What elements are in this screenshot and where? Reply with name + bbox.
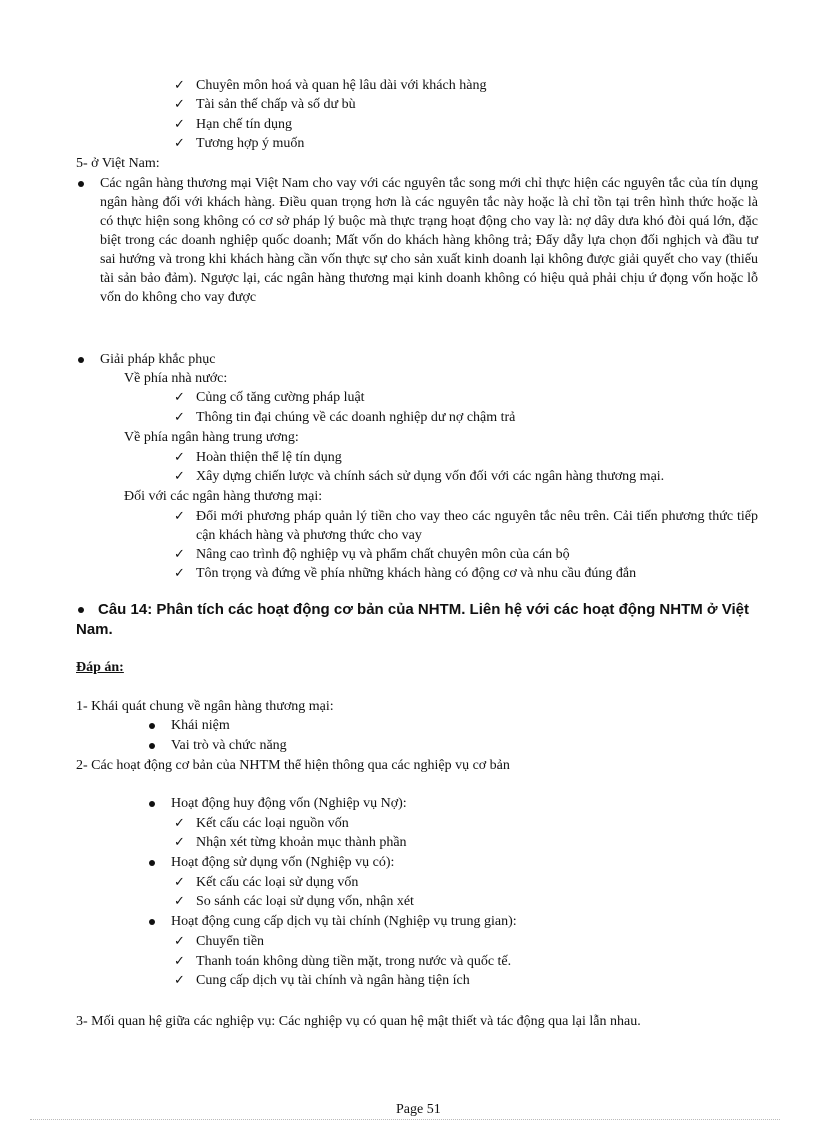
group-title: Hoạt động sử dụng vốn (Nghiệp vụ có): — [171, 855, 395, 870]
bullet-icon — [78, 181, 84, 187]
list-item: Nâng cao trình độ nghiệp vụ và phẩm chất chuyên môn của cán bộ — [196, 547, 570, 562]
check-icon: ✓ — [174, 509, 185, 524]
part-title: 1- Khái quát chung về ngân hàng thương mại: — [76, 699, 334, 714]
page-number: Page 51 — [396, 1102, 441, 1117]
list-item: Kết cấu các loại nguồn vốn — [196, 816, 349, 831]
group-title: Hoạt động huy động vốn (Nghiệp vụ Nợ): — [171, 796, 407, 811]
bullet-icon — [149, 919, 155, 925]
check-icon: ✓ — [174, 875, 185, 890]
check-icon: ✓ — [174, 973, 185, 988]
subsection-title: Đối với các ngân hàng thương mại: — [124, 489, 323, 504]
list-item: Đổi mới phương pháp quản lý tiền cho vay theo các nguyên tắc nêu trên. Cải tiến phương thức tiếp cận khách hàng và phương thức cho vay — [196, 509, 758, 543]
subsection-title: Về phía nhà nước: — [124, 371, 228, 386]
bullet-icon — [149, 801, 155, 807]
list-item: Hoàn thiện thể lệ tín dụng — [196, 450, 342, 465]
check-icon: ✓ — [174, 816, 185, 831]
check-icon: ✓ — [174, 78, 185, 93]
list-item: Củng cố tăng cường pháp luật — [196, 390, 365, 405]
part-title: 2- Các hoạt động cơ bản của NHTM thể hiện thông qua các nghiệp vụ cơ bản — [76, 758, 510, 773]
check-icon: ✓ — [174, 954, 185, 969]
check-icon: ✓ — [174, 835, 185, 850]
check-icon: ✓ — [174, 547, 185, 562]
check-icon: ✓ — [174, 136, 185, 151]
check-icon: ✓ — [174, 390, 185, 405]
check-icon: ✓ — [174, 934, 185, 949]
bullet-icon — [78, 357, 84, 363]
check-icon: ✓ — [174, 894, 185, 909]
answer-label: Đáp án: — [76, 660, 124, 675]
list-item: So sánh các loại sử dụng vốn, nhận xét — [196, 894, 414, 909]
list-item: Thông tin đại chúng về các doanh nghiệp dư nợ chậm trả — [196, 410, 516, 425]
check-icon: ✓ — [174, 469, 185, 484]
list-item: Tôn trọng và đứng về phía những khách hàng có động cơ và nhu cầu đúng đắn — [196, 566, 637, 581]
check-icon: ✓ — [174, 410, 185, 425]
list-item: Tương hợp ý muốn — [196, 136, 305, 151]
question-heading: Câu 14: Phân tích các hoạt động cơ bản của NHTM. Liên hệ với các hoạt động NHTM ở Việt Nam. — [76, 601, 749, 638]
list-item: Xây dựng chiến lược và chính sách sử dụng vốn đối với các ngân hàng thương mại. — [196, 469, 665, 484]
list-item: Hạn chế tín dụng — [196, 117, 293, 132]
group-title: Hoạt động cung cấp dịch vụ tài chính (Nghiệp vụ trung gian): — [171, 914, 517, 929]
list-item: Nhận xét từng khoản mục thành phần — [196, 835, 407, 850]
check-icon: ✓ — [174, 450, 185, 465]
part-title: 3- Mối quan hệ giữa các nghiệp vụ: Các nghiệp vụ có quan hệ mật thiết và tác động qua lại lẫn nhau. — [76, 1014, 641, 1029]
bullet-icon — [149, 723, 155, 729]
list-item: Chuyên môn hoá và quan hệ lâu dài với khách hàng — [196, 78, 487, 93]
check-icon: ✓ — [174, 117, 185, 132]
bullet-icon — [149, 743, 155, 749]
list-item: Khái niệm — [171, 718, 230, 733]
list-item: Vai trò và chức năng — [171, 738, 287, 753]
check-icon: ✓ — [174, 566, 185, 581]
list-item: Thanh toán không dùng tiền mặt, trong nước và quốc tế. — [196, 954, 512, 969]
section-title: 5- ở Việt Nam: — [76, 156, 160, 171]
list-item: Chuyển tiền — [196, 934, 265, 949]
bullet-icon — [149, 860, 155, 866]
footer-divider — [30, 1119, 780, 1120]
subsection-title: Về phía ngân hàng trung ương: — [124, 430, 299, 445]
check-icon: ✓ — [174, 97, 185, 112]
list-item: Tài sản thế chấp và số dư bù — [196, 97, 356, 112]
list-item: Kết cấu các loại sử dụng vốn — [196, 875, 359, 890]
section-paragraph: Các ngân hàng thương mại Việt Nam cho vay với các nguyên tắc song mới chỉ thực hiện các nguyên tắc của tín dụng ngân hàng đối với khách hàng. Điều quan trọng hơn là các nguyên tắc này hoặc là chỉ tồn tại trên hình thức hoặc là có thực hiện song không có cơ sở pháp lý buộc mà thực trạng hoạt động cho vay là: nợ dây dưa khó đòi quá lớn, đặc biệt trong các doanh nghiệp quốc doanh; Mất vốn do khách hàng không trả; Đẩy dẫy lựa chọn đối nghịch và đầu tư sai hướng và trong khi khách hàng cần vốn thực sự cho sản xuất kinh doanh lại không được giải quyết cho vay (thiếu tài sản bảo đảm). Ngược lại, các ngân hàng thương mại kinh doanh không có hiệu quả phải chịu ứ đọng vốn hoặc lỗ vốn do không cho vay được — [100, 176, 758, 305]
list-item: Cung cấp dịch vụ tài chính và ngân hàng tiện ích — [196, 973, 470, 988]
solutions-title: Giải pháp khắc phục — [100, 352, 216, 367]
